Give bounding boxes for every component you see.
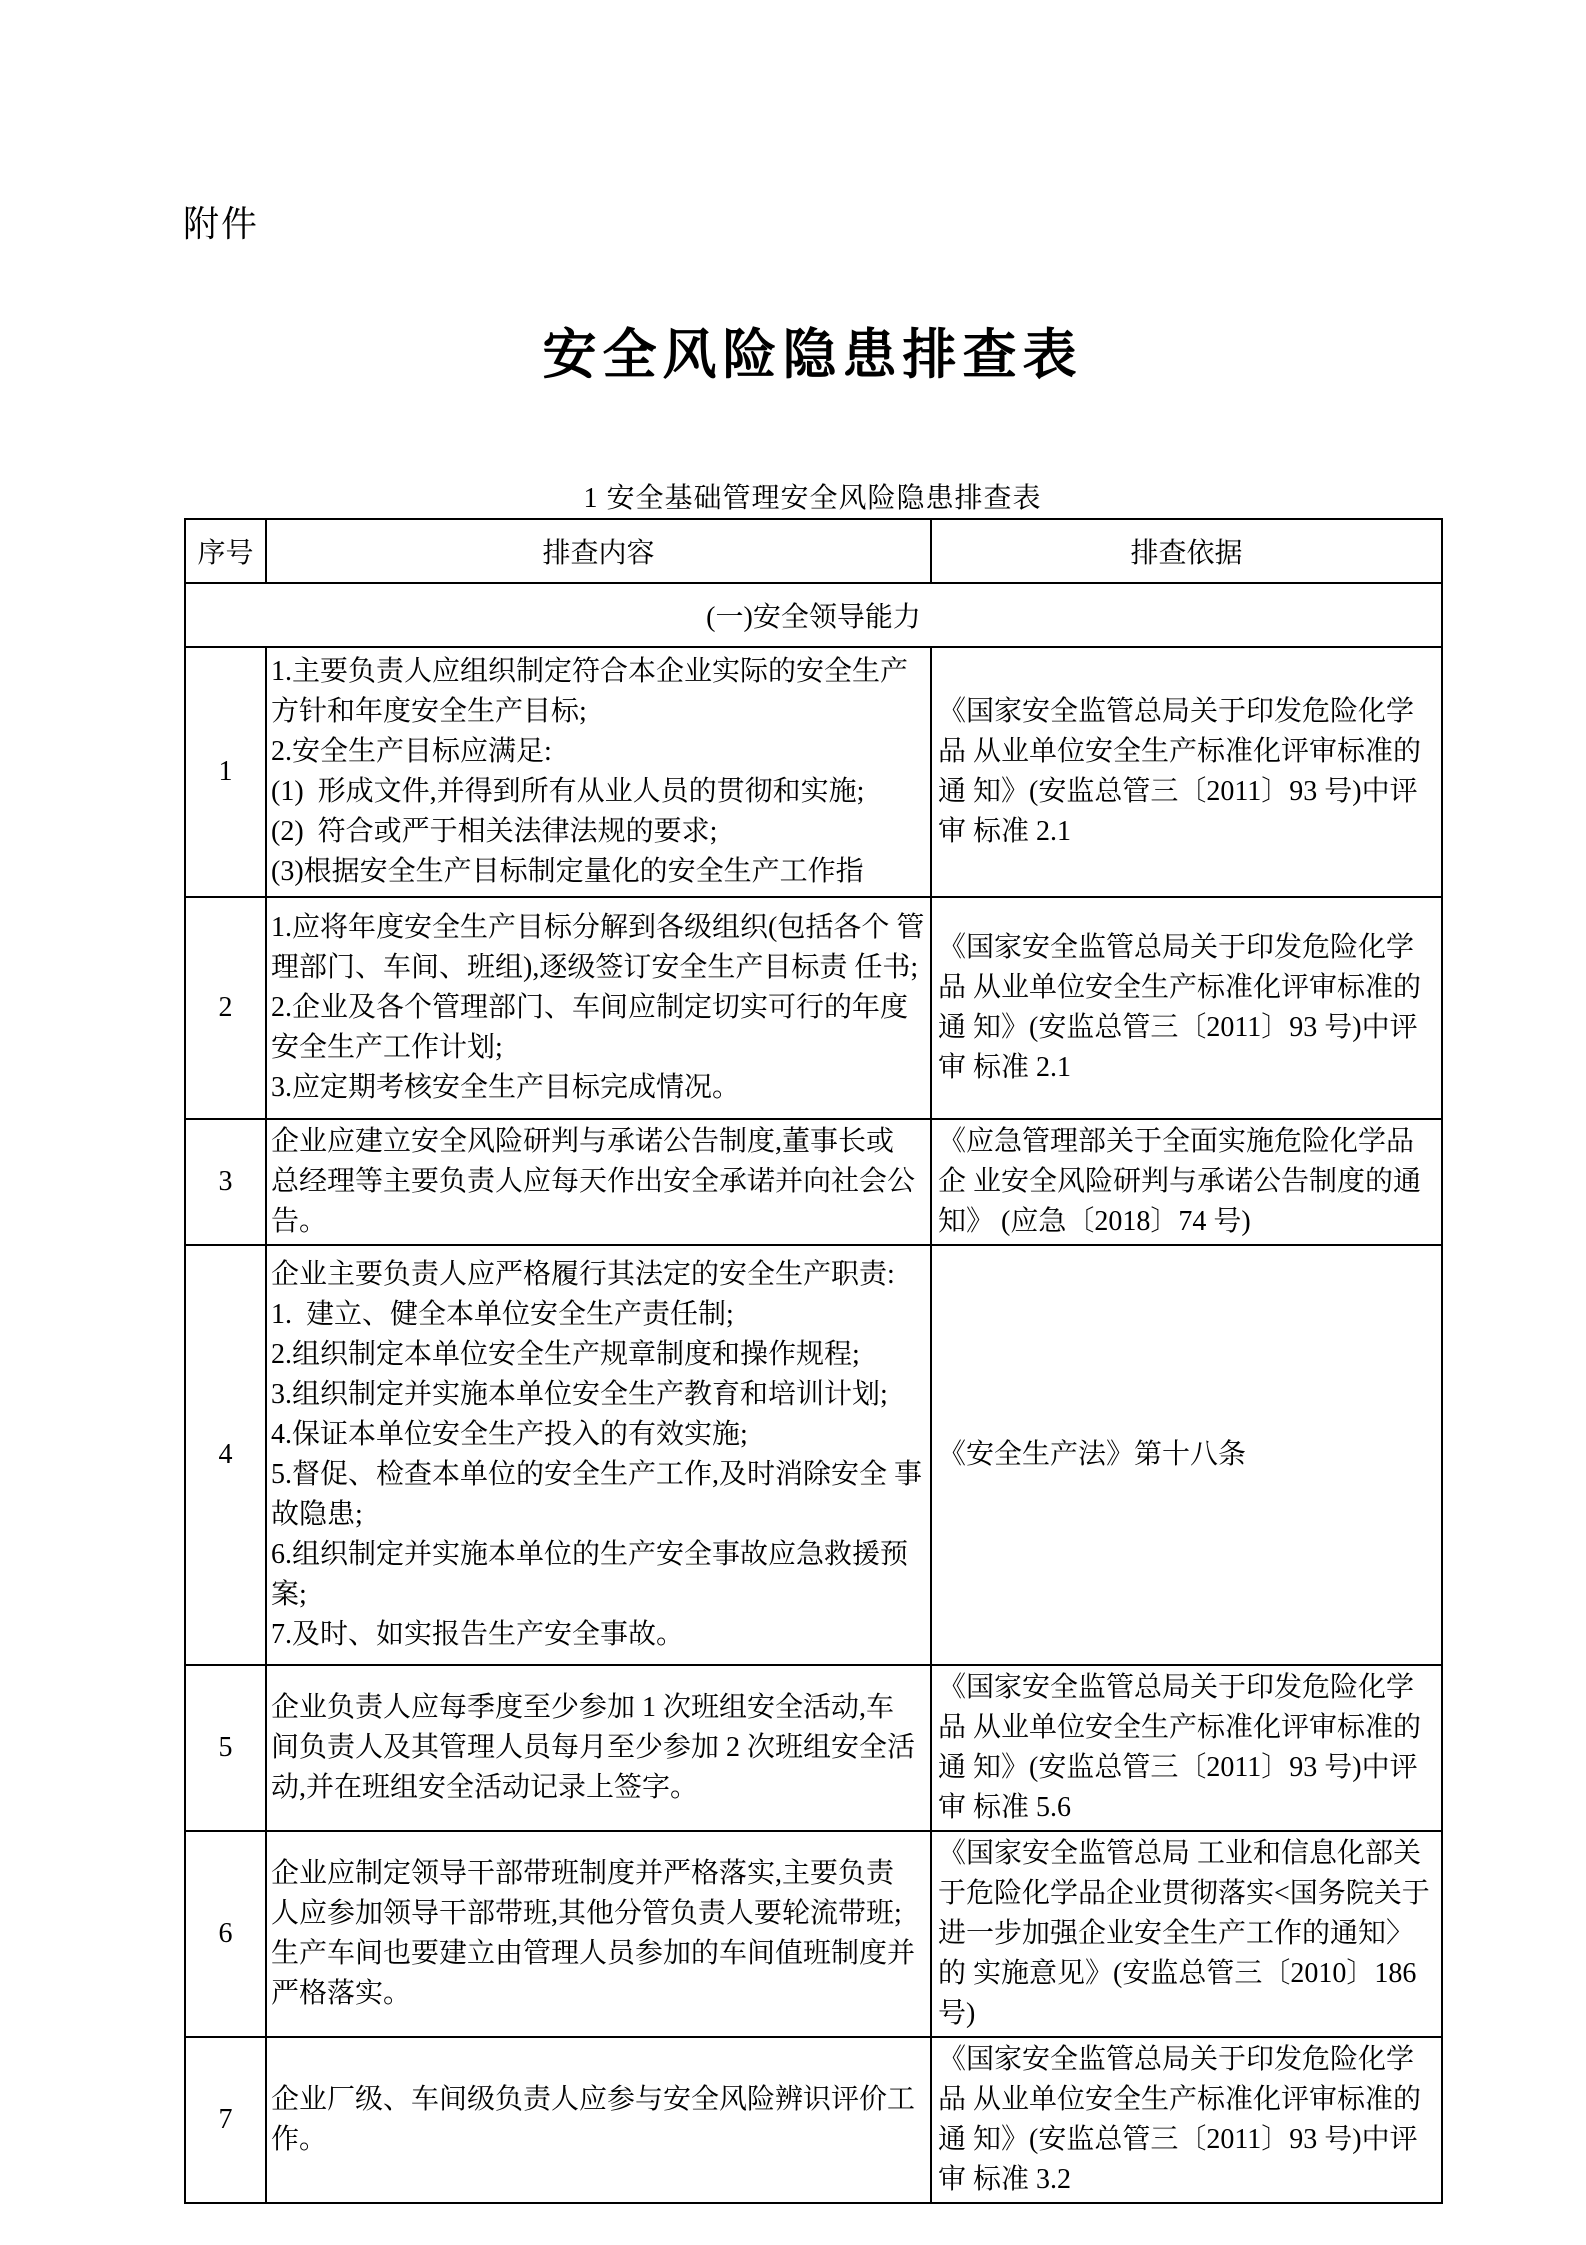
- inspection-table: [184, 518, 1443, 2204]
- col-header-index: 序号: [185, 519, 266, 583]
- row-index: 2: [185, 897, 266, 1119]
- section-row: [185, 583, 1442, 647]
- row-basis: 《国家安全监管总局 工业和信息化部关 于危险化学品企业贯彻落实<国务院关于 进一步加强企业安全生产工作的通知〉的 实施意见》(安监总管三〔2010〕186 号): [931, 1831, 1442, 2037]
- content-paragraph: (3)根据安全生产目标制定量化的安全生产工作指: [271, 856, 864, 887]
- content-paragraph: 企业应制定领导干部带班制度并严格落实,主要负责 人应参加领导干部带班,其他分管负责人要轮流带班; 生产车间也要建立由管理人员参加的车间值班制度并 严格落实。: [271, 1858, 923, 2009]
- row-index: 4: [185, 1245, 266, 1665]
- row-basis: 《国家安全监管总局关于印发危险化学品 从业单位安全生产标准化评审标准的通 知》(安监总管三〔2011〕93 号)中评审 标准 2.1: [931, 897, 1442, 1119]
- row-basis: 《国家安全监管总局关于印发危险化学品 从业单位安全生产标准化评审标准的通 知》(安监总管三〔2011〕93 号)中评审 标准 2.1: [931, 647, 1442, 897]
- page-title: 安全风险隐患排查表: [542, 325, 1083, 385]
- content-paragraph: (2) 符合或严于相关法律法规的要求;: [271, 816, 718, 847]
- row-content: [266, 1665, 931, 1831]
- content-paragraph: 企业主要负责人应严格履行其法定的安全生产职责:: [271, 1259, 895, 1290]
- content-paragraph: 企业厂级、车间级负责人应参与安全风险辨识评价工 作。: [271, 2084, 923, 2155]
- section-header: (一)安全领导能力: [185, 583, 1442, 647]
- table-row: [185, 647, 1442, 897]
- row-basis: 《国家安全监管总局关于印发危险化学品 从业单位安全生产标准化评审标准的通 知》(安监总管三〔2011〕93 号)中评审 标准 5.6: [931, 1665, 1442, 1831]
- content-paragraph: 5.督促、检查本单位的安全生产工作,及时消除安全 事故隐患;: [271, 1459, 923, 1530]
- row-content: [266, 1119, 931, 1245]
- table-row: [185, 1831, 1442, 2037]
- row-index: 5: [185, 1665, 266, 1831]
- table-row: [185, 897, 1442, 1119]
- content-paragraph: 4.保证本单位安全生产投入的有效实施;: [271, 1419, 748, 1450]
- table-body: [185, 647, 1442, 2203]
- table-row: [185, 2037, 1442, 2203]
- col-header-basis: 排查依据: [931, 519, 1442, 583]
- content-paragraph: 企业负责人应每季度至少参加 1 次班组安全活动,车 间负责人及其管理人员每月至少参加 2 次班组安全活 动,并在班组安全活动记录上签字。: [271, 1692, 923, 1803]
- content-paragraph: 1.主要负责人应组织制定符合本企业实际的安全生产 方针和年度安全生产目标;: [271, 656, 916, 727]
- row-content: [266, 1245, 931, 1665]
- row-basis: 《安全生产法》第十八条: [931, 1245, 1442, 1665]
- row-index: 6: [185, 1831, 266, 2037]
- row-content: [266, 647, 931, 897]
- col-header-content: 排查内容: [266, 519, 931, 583]
- row-index: 3: [185, 1119, 266, 1245]
- row-index: 1: [185, 647, 266, 897]
- table-row: [185, 1119, 1442, 1245]
- row-content: [266, 2037, 931, 2203]
- content-paragraph: 3.组织制定并实施本单位安全生产教育和培训计划;: [271, 1379, 888, 1410]
- table-header-row: [185, 519, 1442, 583]
- content-paragraph: 3.应定期考核安全生产目标完成情况。: [271, 1072, 741, 1103]
- row-basis: 《国家安全监管总局关于印发危险化学品 从业单位安全生产标准化评审标准的通 知》(安监总管三〔2011〕93 号)中评审 标准 3.2: [931, 2037, 1442, 2203]
- content-paragraph: 2.组织制定本单位安全生产规章制度和操作规程;: [271, 1339, 860, 1370]
- content-paragraph: 2.安全生产目标应满足:: [271, 736, 552, 767]
- attachment-label: 附件: [183, 203, 260, 244]
- row-index: 7: [185, 2037, 266, 2203]
- content-paragraph: 1. 建立、健全本单位安全生产责任制;: [271, 1299, 734, 1330]
- content-paragraph: (1) 形成文件,并得到所有从业人员的贯彻和实施;: [271, 776, 865, 807]
- table-caption: 1 安全基础管理安全风险隐患排查表: [583, 483, 1042, 514]
- content-paragraph: 6.组织制定并实施本单位的生产安全事故应急救援预 案;: [271, 1539, 916, 1610]
- table-row: [185, 1245, 1442, 1665]
- content-paragraph: 7.及时、如实报告生产安全事故。: [271, 1619, 685, 1650]
- row-basis: 《应急管理部关于全面实施危险化学品企 业安全风险研判与承诺公告制度的通知》 (应急〔2018〕74 号): [931, 1119, 1442, 1245]
- row-content: [266, 897, 931, 1119]
- content-paragraph: 1.应将年度安全生产目标分解到各级组织(包括各个 管理部门、车间、班组),逐级签订安全生产目标责 任书;: [271, 912, 925, 983]
- content-paragraph: 企业应建立安全风险研判与承诺公告制度,董事长或 总经理等主要负责人应每天作出安全承诺并向社会公 告。: [271, 1126, 923, 1237]
- table-row: [185, 1665, 1442, 1831]
- content-paragraph: 2.企业及各个管理部门、车间应制定切实可行的年度 安全生产工作计划;: [271, 992, 916, 1063]
- row-content: [266, 1831, 931, 2037]
